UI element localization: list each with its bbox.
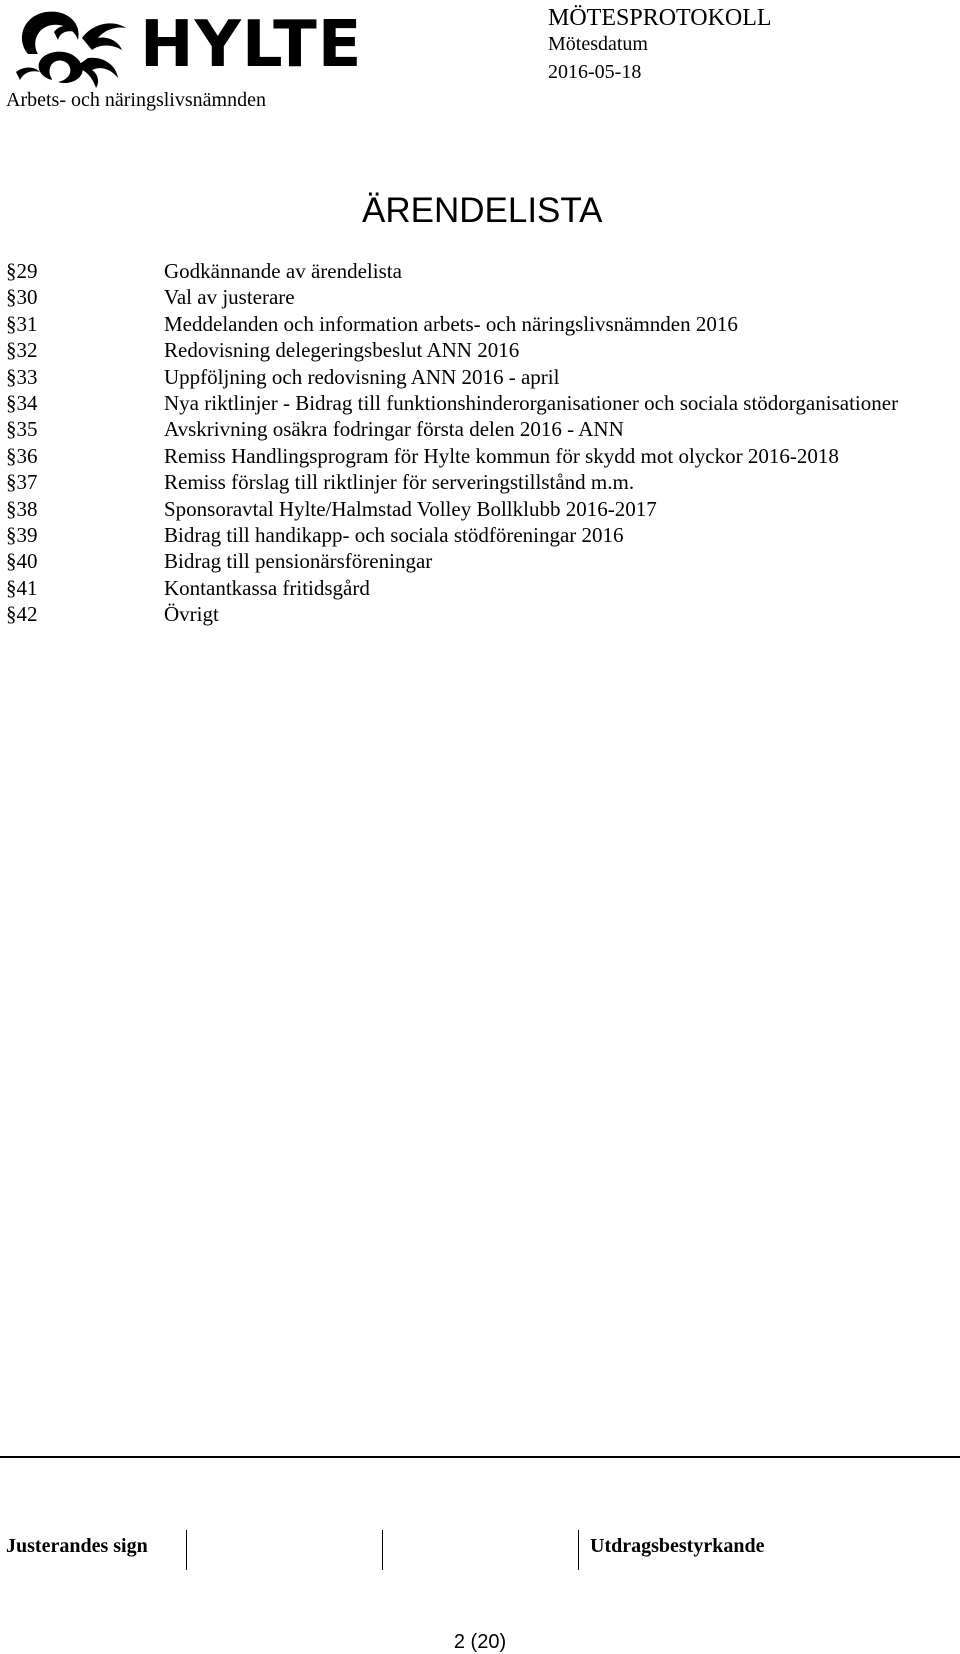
agenda-item-number: §32 [6, 338, 38, 363]
agenda-item-title: Uppföljning och redovisning ANN 2016 - april [164, 364, 560, 389]
agenda-item-title: Godkännande av ärendelista [164, 259, 402, 283]
page-title: ÄRENDELISTA [362, 191, 603, 230]
signature-box-divider [382, 1530, 383, 1570]
agenda-item [6, 416, 946, 442]
agenda-item-number: §39 [6, 523, 38, 548]
agenda-item-number: §35 [6, 417, 38, 442]
agenda-item [6, 390, 946, 416]
hylte-logo [8, 2, 363, 90]
agenda-item-title: Val av justerare [164, 285, 295, 310]
agenda-item-number: §38 [6, 496, 38, 521]
certification-label: Utdragsbestyrkande [590, 1535, 765, 1557]
agenda-item-title: Sponsoravtal Hylte/Halmstad Volley Bollklubb 2016-2017 [164, 496, 657, 521]
agenda-item-number: §29 [6, 259, 38, 283]
agenda-item [6, 469, 946, 495]
agenda-item [6, 548, 946, 574]
agenda-item-title: Avskrivning osäkra fodringar första delen 2016 - ANN [164, 417, 624, 442]
agenda-item [6, 522, 946, 548]
agenda-item [6, 258, 946, 284]
agenda-item [6, 311, 946, 337]
hylte-swirl-icon [8, 2, 136, 90]
agenda-item-title: Övrigt [164, 602, 219, 627]
agenda-item-number: §37 [6, 470, 38, 495]
agenda-item-number: §31 [6, 311, 38, 336]
agenda-item-number: §41 [6, 575, 38, 600]
agenda-item [6, 496, 946, 522]
agenda-item-number: §33 [6, 364, 38, 389]
agenda-item [6, 601, 946, 627]
footer-divider [0, 1456, 960, 1458]
agenda-item [6, 284, 946, 310]
signature-label: Justerandes sign [6, 1535, 148, 1557]
meeting-date-label: Mötesdatum [548, 33, 648, 55]
agenda-item [6, 337, 946, 363]
agenda-item-number: §40 [6, 549, 38, 574]
agenda-list [6, 258, 946, 628]
agenda-item [6, 364, 946, 390]
agenda-item-number: §42 [6, 602, 38, 627]
logo-text: HYLTE [140, 8, 363, 82]
agenda-item-title: Nya riktlinjer - Bidrag till funktionshinderorganisationer och sociala stödorganisationer [164, 391, 899, 416]
document-type: MÖTESPROTOKOLL [548, 5, 772, 31]
agenda-item [6, 443, 946, 469]
agenda-item [6, 575, 946, 601]
agenda-item-title: Meddelanden och information arbets- och näringslivsnämnden 2016 [164, 311, 738, 336]
agenda-item-title: Redovisning delegeringsbeslut ANN 2016 [164, 338, 520, 363]
agenda-item-title: Remiss förslag till riktlinjer för serveringstillstånd m.m. [164, 470, 635, 495]
agenda-item-number: §30 [6, 285, 38, 310]
page-number: 2 (20) [453, 1631, 507, 1653]
agenda-item-number: §36 [6, 443, 38, 468]
signature-box-divider [186, 1530, 187, 1570]
agenda-item-title: Bidrag till pensionärsföreningar [164, 549, 433, 574]
agenda-item-title: Kontantkassa fritidsgård [164, 575, 370, 600]
committee-name: Arbets- och näringslivsnämnden [6, 89, 266, 111]
meeting-date: 2016-05-18 [548, 61, 642, 83]
agenda-item-title: Bidrag till handikapp- och sociala stödföreningar 2016 [164, 523, 624, 548]
agenda-item-title: Remiss Handlingsprogram för Hylte kommun för skydd mot olyckor 2016-2018 [164, 443, 839, 468]
signature-box-divider [578, 1530, 579, 1570]
agenda-item-number: §34 [6, 391, 38, 416]
